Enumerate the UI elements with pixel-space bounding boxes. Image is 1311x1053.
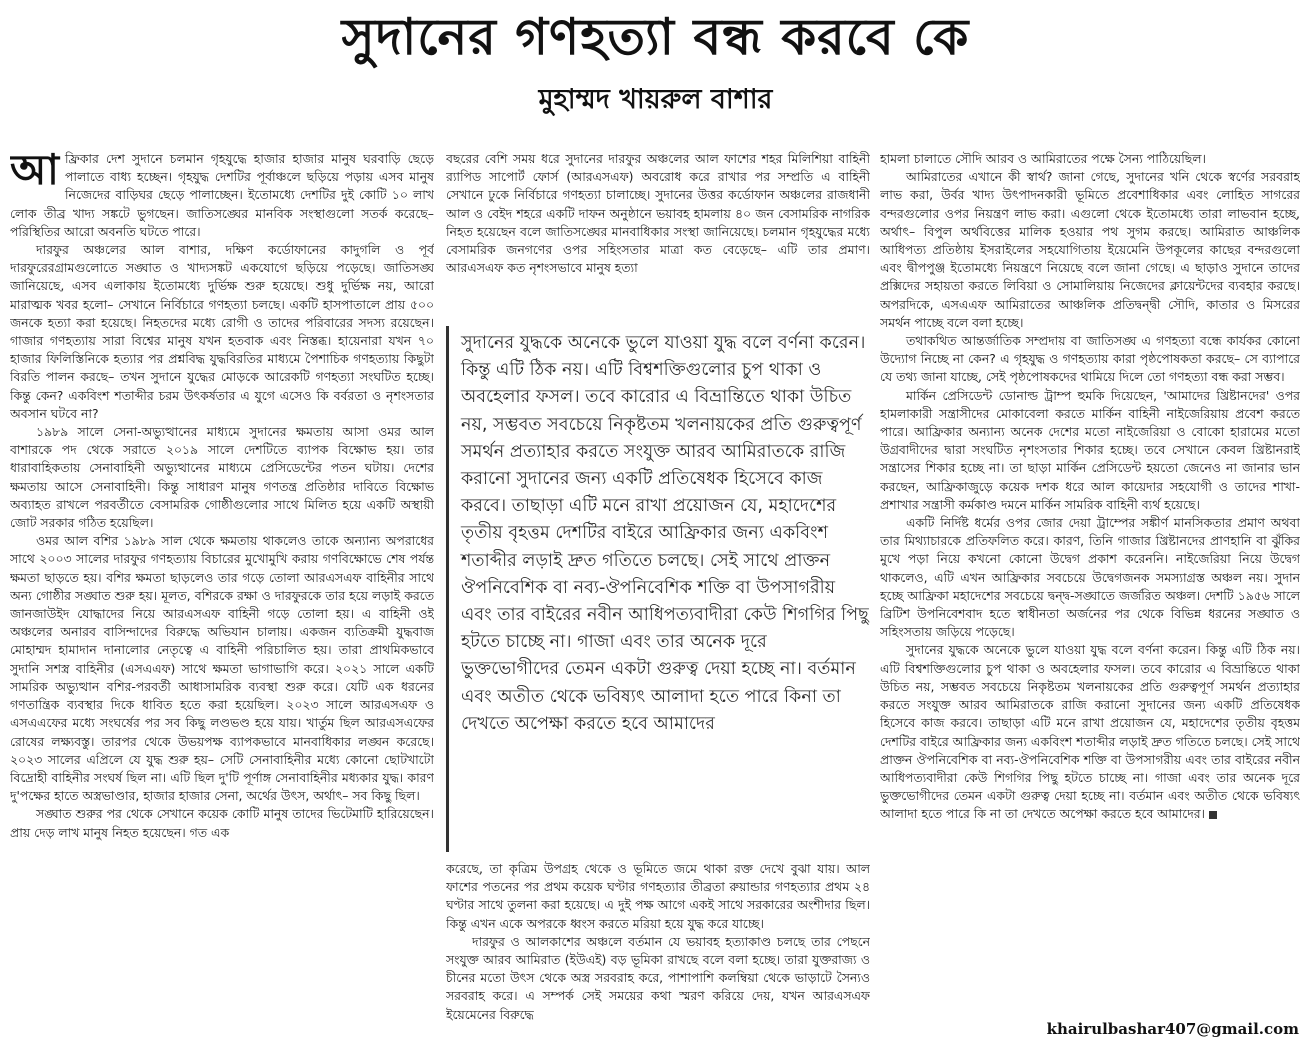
article-paragraph: তথাকথিত আন্তর্জাতিক সম্প্রদায় বা জাতিসঙ্ঘ এ গণহত্যা বন্ধে কার্যকর কোনো উদ্যোগ নিচ্ছে না কেন? এ গৃহযুদ্ধ ও গণহত্যায় কারা পৃষ্ঠপোষকতা করছে– সে ব্যাপারে যে তথ্য জানা যাচ্ছে, সেই পৃষ্ঠপোষকদের থামিয়ে দিলে তো গণহত্যা বন্ধ করা সম্ভব।: [880, 333, 1300, 385]
article-paragraph: আমিরাতের এখানে কী স্বার্থ? জানা গেছে, সুদানের খনি থেকে স্বর্ণের সরবরাহ লাভ করা, উর্বর খাদ্য উৎপাদনকারী ভূমিতে প্রবেশাধিকার এবং লোহিত সাগরের বন্দরগুলোর ওপর নিয়ন্ত্রণ লাভ করা। এগুলো থেকে ইতোমধ্যে তারা লাভবান হচ্ছে, অর্থাৎ– বিপুল অর্থবিত্তের মালিক হওয়ার পথ সুগম করছে। আমিরাত আঞ্চলিক আধিপত্য প্রতিষ্ঠায় ইসরাইলের সহযোগিতায় ইয়েমেনি উপকূলের কাছের বন্দরগুলো এবং দ্বীপপুঞ্জ ইতোমধ্যে নিয়ন্ত্রণে নিয়েছে বলে জানা গেছে। এ ছাড়াও সুদানে তাদের প্রক্সিদের সহায়তা করতে লিবিয়া ও সোমালিয়ায় নিজেদের ক্লায়েন্টদের ব্যবহার করছে। অপরদিকে, এসএএফ আমিরাতের আঞ্চলিক প্রতিদ্বন্দ্বী সৌদি, কাতার ও মিসরের সমর্থন পাচ্ছে বলে বলা হচ্ছে।: [880, 169, 1300, 330]
article-paragraph: একটি নির্দিষ্ট ধর্মের ওপর জোর দেয়া ট্রাম্পের সঙ্কীর্ণ মানসিকতার প্রমাণ অথবা তার মিথ্যাচারকে প্রতিফলিত করে। কারণ, তিনি গাজার খ্রিষ্টানদের প্রাণহানি বা ঝুঁকির মুখে পড়া নিয়ে কখনো কোনো উদ্বেগ প্রকাশ করেননি। নাইজেরিয়া নিয়ে উদ্বেগ থাকলেও, এটি এখন আফ্রিকার সবচেয়ে উদ্বেগজনক সমস্যাগ্রস্ত অঞ্চল নয়। সুদান হচ্ছে আফ্রিকা মহাদেশের সবচেয়ে দ্বন্দ্ব-সঙ্ঘাতে জর্জরিত অঞ্চল। দেশটি ১৯৫৬ সালে ব্রিটিশ উপনিবেশবাদ হতে স্বাধীনতা অর্জনের পর থেকে বিভিন্ন ধরনের সঙ্ঘাত ও সহিংসতায় জড়িয়ে পড়েছে।: [880, 515, 1300, 640]
pull-quote: সুদানের যুদ্ধকে অনেকে ভুলে যাওয়া যুদ্ধ বলে বর্ণনা করেন। কিন্তু এটি ঠিক নয়। এটি বিশ্বশক্তিগুলোর চুপ থাকা ও অবহেলার ফসল। তবে কারোর এ বিভ্রান্তিতে থাকা উচিত নয়, সম্ভবত সবচেয়ে নিকৃষ্টতম খলনায়কের প্রতি গুরুত্বপূর্ণ সমর্থন প্রত্যাহার করতে সংযুক্ত আরব আমিরাতকে রাজি করানো সুদানের জন্য একটি প্রতিষেধক হিসেবে কাজ করবে। তাছাড়া এটি মনে রাখা প্রয়োজন যে, মহাদেশের তৃতীয় বৃহত্তম দেশটির বাইরে আফ্রিকার জন্য একবিংশ শতাব্দীর লড়াই দ্রুত গতিতে চলছে। সেই সাথে প্রাক্তন ঔপনিবেশিক বা নব্য-ঔপনিবেশিক শক্তি বা উপসাগরীয় এবং তার বাইরের নবীন আধিপত্যবাদীরা কেউ শিগগির পিছু হটতে চাচ্ছে না। গাজা এবং তার অনেক দূরে ভুক্তভোগীদের তেমন একটা গুরুত্ব দেয়া হচ্ছে না। বর্তমান এবং অতীত থেকে ভবিষ্যৎ আলাদা হতে পারে কিনা তা দেখতে অপেক্ষা করতে হবে আমাদের: [446, 326, 870, 852]
author-email[interactable]: khairulbashar407@gmail.com: [1046, 1020, 1299, 1038]
article-column-2-top: [446, 150, 870, 310]
end-of-article-mark: [1209, 811, 1217, 819]
article-paragraph: বছরের বেশি সময় ধরে সুদানের দারফুর অঞ্চলের আল ফাশের শহর মিলিশিয়া বাহিনী র‍্যাপিড সাপোর্ট ফোর্স (আরএসএফ) অবরোধ করে রাখার পর সম্প্রতি এ বাহিনী সেখানে ঢুকে নির্বিচারে গণহত্যা চালাচ্ছে। সুদানের উত্তর কর্ডোফান অঞ্চলের রাজধানী আল ও বেইদ শহরে একটি দাফন অনুষ্ঠানে ভয়াবহ হামলায় ৪০ জন বেসামরিক নাগরিক নিহত হয়েছেন বলে জাতিসঙ্ঘের মানবাধিকার সংস্থা জানিয়েছে। চলমান গৃহযুদ্ধের মধ্যে বেসামরিক জনগণের ওপর সহিংসতার মাত্রা কত বেড়েছে– এটি তার প্রমাণ। আরএসএফ কত নৃশংসভাবে মানুষ হত্যা: [446, 151, 870, 276]
article-paragraph: সুদানের যুদ্ধকে অনেকে ভুলে যাওয়া যুদ্ধ বলে বর্ণনা করেন। কিন্তু এটি ঠিক নয়। এটি বিশ্বশক্তিগুলোর চুপ থাকা ও অবহেলার ফসল। তবে কারোর এ বিভ্রান্তিতে থাকা উচিত নয়, সম্ভবত সবচেয়ে নিকৃষ্টতম খলনায়কের প্রতি গুরুত্বপূর্ণ সমর্থন প্রত্যাহার করতে সংযুক্ত আরব আমিরাতকে রাজি করানো সুদানের জন্য একটি প্রতিষেধক হিসেবে কাজ করবে। তাছাড়া এটি মনে রাখা প্রয়োজন যে, মহাদেশের তৃতীয় বৃহত্তম দেশটির বাইরে আফ্রিকার জন্য একবিংশ শতাব্দীর লড়াই দ্রুত গতিতে চলছে। সেই সাথে প্রাক্তন ঔপনিবেশিক বা নব্য-ঔপনিবেশিক শক্তি বা উপসাগরীয় এবং তার বাইরের নবীন আধিপত্যবাদীরা কেউ শিগগির পিছু হটতে চাচ্ছে না। গাজা এবং তার অনেক দূরে ভুক্তভোগীদের তেমন একটা গুরুত্ব দেয়া হচ্ছে না। বর্তমান এবং অতীত থেকে ভবিষ্যৎ আলাদা হতে পারে কি না তা দেখতে অপেক্ষা করতে হবে আমাদের।: [880, 642, 1300, 822]
article-paragraph: সঙ্ঘাত শুরুর পর থেকে সেখানে কয়েক কোটি মানুষ তাদের ভিটেমাটি হারিয়েছেন। প্রায় দেড় লাখ মানুষ নিহত হয়েছেন। গত এক: [10, 806, 434, 840]
article-headline: সুদানের গণহত্যা বন্ধ করবে কে: [341, 7, 970, 66]
article-paragraph: দারফুর ও আলকাশের অঞ্চলে বর্তমান যে ভয়াবহ হত্যাকাণ্ড চলছে তার পেছনে সংযুক্ত আরব আমিরাত (ইউএই) বড় ভূমিকা রাখছে বলে বলা হচ্ছে। তারা যুক্তরাজ্য ও চীনের মতো উৎস থেকে অস্ত্র সরবরাহ করে, পাশাপাশি কলম্বিয়া থেকে ভাড়াটে সৈন্যও সরবরাহ করে। এ সম্পর্ক সেই সময়ের কথা স্মরণ করিয়ে দেয়, যখন আরএসএফ ইয়েমেনের বিরুদ্ধে: [446, 933, 870, 1022]
article-column-2-bottom: [446, 860, 870, 1045]
article-paragraph: ১৯৮৯ সালে সেনা-অভ্যুত্থানের মাধ্যমে সুদানের ক্ষমতায় আসা ওমর আল বাশারকে পদ থেকে সরাতে ২০১৯ সালে দেশটিতে ব্যাপক বিক্ষোভ হয়। তার ধারাবাহিকতায় সেনাবাহিনী অভ্যুত্থানের মাধ্যমে প্রেসিডেন্টের পতন ঘটায়। দেশের ক্ষমতায় আসে সেনাবাহিনী। কিন্তু সাধারণ মানুষ গণতন্ত্র প্রতিষ্ঠার দাবিতে বিক্ষোভ অব্যাহত রাখলে পরবর্তীতে বেসামরিক গোষ্ঠীগুলোর সাথে মিলিত হয়ে একটি অস্থায়ী জোট সরকার গঠিত হয়েছিল।: [10, 424, 434, 531]
article-paragraph: দারফুর অঞ্চলের আল বাশার, দক্ষিণ কর্ডোফানের কাদুগলি ও পূর্ব দারফুরেরগ্রামগুলোতে সঙ্ঘাত ও খাদ্যসঙ্কট একযোগে ছড়িয়ে পড়েছে। জাতিসঙ্ঘ জানিয়েছে, এসব এলাকায় ইতোমধ্যে দুর্ভিক্ষ শুরু হয়েছে। শুধু দুর্ভিক্ষ নয়, আরো মারাত্মক খবর হলো– সেখানে নির্বিচারে গণহত্যা চলছে। একটি হাসপাতালে প্রায় ৫০০ জনকে হত্যা করা হয়েছে। নিহতদের মধ্যে রোগী ও তাদের পরিবারের সদস্য রয়েছেন। গাজার গণহত্যায় সারা বিশ্বের মানুষ যখন হতবাক এবং নিস্তব্ধ। হায়েনারা যখন ৭০ হাজার ফিলিস্তিনিকে হত্যার পর প্রশ্নবিদ্ধ যুদ্ধবিরতির মাধ্যমে পৈশাচিক গণহত্যায় কিছুটা বিরতি পালন করছে– তখন সুদানে যুদ্ধের মোড়কে আরেকটি গণহত্যা সংঘটিত হচ্ছে। কিন্তু কেন? একবিংশ শতাব্দীর চরম উৎকর্ষতার এ যুগে এসেও কি বর্বরতা ও নৃশংসতার অবসান ঘটবে না?: [10, 242, 434, 421]
article-paragraph: মার্কিন প্রেসিডেন্ট ডোনাল্ড ট্রাম্প হুমকি দিয়েছেন, 'আমাদের খ্রিষ্টানদের' ওপর হামলাকারী সন্ত্রাসীদের মোকাবেলা করতে মার্কিন বাহিনী নাইজেরিয়ায় প্রবেশ করতে পারে। আফ্রিকার অন্যান্য অনেক দেশের মতো নাইজেরিয়া ও বোকো হারামের মতো উগ্রবাদীদের দ্বারা সংঘটিত নৃশংসতার শিকার হচ্ছে। তবে সেখানে কেবল খ্রিষ্টানরাই সন্ত্রাসের শিকার হচ্ছে না। তা ছাড়া মার্কিন প্রেসিডেন্ট হয়তো জেনেও না জানার ভান করছেন, আফ্রিকাজুড়ে কয়েক দশক ধরে আল কায়েদার সহযোগী ও তাদের শাখা-প্রশাখার সন্ত্রাসী কর্মকাণ্ড দমনে মার্কিন সামরিক বাহিনী ব্যর্থ হয়েছে।: [880, 387, 1300, 512]
article-paragraph: হামলা চালাতে সৌদি আরব ও আমিরাতের পক্ষে সৈন্য পাঠিয়েছিল।: [880, 151, 1206, 166]
article-paragraph: ওমর আল বশির ১৯৮৯ সাল থেকে ক্ষমতায় থাকলেও তাকে অন্যান্য অপরাধের সাথে ২০০৩ সালের দারফুর গণহত্যায় বিচারের মুখোমুখি করায় গণবিক্ষোভে শেষ পর্যন্ত ক্ষমতা ছাড়তে হয়। বশির ক্ষমতা ছাড়লেও তার গড়ে তোলা আরএসএফ বাহিনীর সাথে অন্য গোষ্ঠীর সঙ্ঘাত শুরু হয়। মূলত, বশিরকে রক্ষা ও দারফুরকে তার হয়ে লড়াই করতে জানজাউইদ যোদ্ধাদের নিয়ে আরএসএফ বাহিনী গড়ে তোলা হয়। এ বাহিনী ওই অঞ্চলের অনারব বাসিন্দাদের বিরুদ্ধে অভিযান চালায়। একজন ব্যতিক্রমী যুদ্ধবাজ মোহাম্মদ হামাদান দানালোর নেতৃত্বে এ বাহিনী পরিচালিত হয়। তারা প্রাথমিকভাবে সুদানি সশস্ত্র বাহিনীর (এসএএফ) সাথে ক্ষমতা ভাগাভাগি করে। ২০২১ সালে একটি সামরিক অভ্যুত্থান বশির-পরবর্তী আধাসামরিক ব্যবস্থা শুরু করে। যেটি এক ধরনের গণতান্ত্রিক ব্যবস্থার দিকে ধাবিত হতে করা হয়েছিল। ২০২৩ সালে আরএসএফ ও এসএএফের মধ্যে সংঘর্ষের পর সব কিছু লণ্ডভণ্ড হয়ে যায়। খার্তুম ছিল আরএসএফের রোষের লক্ষ্যবস্তু। তারপর থেকে উভয়পক্ষ ব্যাপকভাবে মানবাধিকার লঙ্ঘন করেছে। ২০২৩ সালের এপ্রিলে যে যুদ্ধ শুরু হয়– সেটি সেনাবাহিনীর মধ্যে কোনো ছোটখাটো বিদ্রোহী বাহিনীর সংঘর্ষ ছিল না। এটি ছিল দু'টি পূর্ণাঙ্গ সেনাবাহিনীর মধ্যকার যুদ্ধ। কারণ দু'পক্ষের হাতে অস্ত্রভাণ্ডার, হাজার হাজার সেনা, অর্থের উৎস, অর্থাৎ– সব কিছু ছিল।: [10, 533, 434, 804]
article-column-1: [10, 150, 434, 1045]
article-byline: মুহাম্মদ খায়রুল বাশার: [538, 84, 773, 115]
article-column-3: [880, 150, 1300, 1015]
article-paragraph: আফ্রিকার দেশ সুদানে চলমান গৃহযুদ্ধে হাজার হাজার মানুষ ঘরবাড়ি ছেড়ে পালাতে বাধ্য হচ্ছেন। গৃহযুদ্ধ দেশটির পূর্বাঞ্চলে ছড়িয়ে পড়ায় এসব মানুষ নিজেদের বাড়িঘর ছেড়ে পালাচ্ছেন। ইতোমধ্যে দেশটির দুই কোটি ১০ লাখ লোক তীব্র খাদ্য সঙ্কটে ভুগছেন। জাতিসঙ্ঘের মানবিক সংস্থাগুলো সতর্ক করেছে– পরিস্থিতির আরো অবনতি ঘটতে পারে।: [10, 150, 434, 239]
article-paragraph: করেছে, তা কৃত্রিম উপগ্রহ থেকে ও ভূমিতে জমে থাকা রক্ত দেখে বুঝা যায়। আল ফাশের পতনের পর প্রথম কয়েক ঘণ্টার গণহত্যার তীব্রতা রুয়ান্ডার গণহত্যার প্রথম ২৪ ঘণ্টার সাথে তুলনা করা হয়েছে। এ দুই পক্ষ আগে একই সাথে সরকারের অংশীদার ছিল। কিন্তু এখন একে অপরকে ধ্বংস করতে মরিয়া হয়ে যুদ্ধ করে যাচ্ছে।: [446, 861, 870, 931]
drop-cap: আ: [10, 150, 59, 194]
